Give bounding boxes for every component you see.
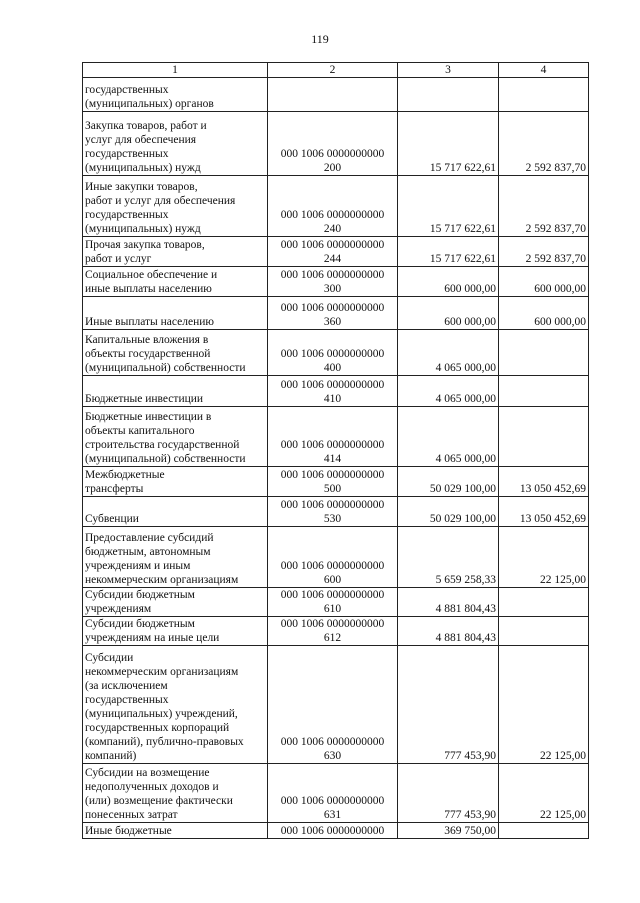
table-row [83,297,589,330]
row-value-3: 5 659 258,33 [398,527,499,588]
row-value-3: 600 000,00 [398,297,499,330]
table-row [83,467,589,497]
row-name: Бюджетные инвестиции в объекты капитального строительства государственной (муниципальной) собственности [83,407,268,467]
row-name: Иные бюджетные [83,823,268,839]
table-row [83,646,589,764]
row-code [268,78,398,112]
row-code: 000 1006 0000000000 631 [268,764,398,823]
table-row [83,376,589,407]
row-name: Межбюджетные трансферты [83,467,268,497]
row-value-4 [499,78,589,112]
row-code: 000 1006 0000000000 610 [268,588,398,617]
row-name: Субсидии бюджетным учреждениям [83,588,268,617]
row-name: Субсидии на возмещение недополученных доходов и (или) возмещение фактически понесенных затрат [83,764,268,823]
row-code: 000 1006 0000000000 612 [268,617,398,646]
row-code: 000 1006 0000000000 240 [268,176,398,237]
row-code: 000 1006 0000000000 244 [268,237,398,267]
row-code: 000 1006 0000000000 200 [268,112,398,176]
row-value-3 [398,78,499,112]
row-value-3: 15 717 622,61 [398,112,499,176]
row-code: 000 1006 0000000000 400 [268,330,398,376]
row-value-4 [499,617,589,646]
table-row [83,330,589,376]
row-value-3: 369 750,00 [398,823,499,839]
row-code: 000 1006 0000000000 [268,823,398,839]
row-code: 000 1006 0000000000 500 [268,467,398,497]
table-row [83,497,589,527]
row-value-4: 600 000,00 [499,297,589,330]
row-code: 000 1006 0000000000 600 [268,527,398,588]
row-value-4 [499,407,589,467]
column-header-3: 3 [398,63,499,78]
row-value-4: 2 592 837,70 [499,176,589,237]
column-header-4: 4 [499,63,589,78]
row-value-3: 4 065 000,00 [398,407,499,467]
row-value-3: 50 029 100,00 [398,497,499,527]
row-name: Социальное обеспечение и иные выплаты населению [83,267,268,297]
table-row [83,176,589,237]
table-row [83,112,589,176]
row-name: Капитальные вложения в объекты государственной (муниципальной) собственности [83,330,268,376]
row-name: Иные закупки товаров, работ и услуг для обеспечения государственных (муниципальных) нужд [83,176,268,237]
row-value-4 [499,376,589,407]
row-name: Субсидии некоммерческим организациям (за исключением государственных (муниципальных) учреждений, государственных корпораций (компаний), публично-правовых компаний) [83,646,268,764]
table-row [83,237,589,267]
row-name: Закупка товаров, работ и услуг для обеспечения государственных (муниципальных) нужд [83,112,268,176]
row-name: государственных (муниципальных) органов [83,78,268,112]
row-value-3: 777 453,90 [398,764,499,823]
row-value-4 [499,330,589,376]
row-code: 000 1006 0000000000 300 [268,267,398,297]
row-code: 000 1006 0000000000 410 [268,376,398,407]
row-code: 000 1006 0000000000 630 [268,646,398,764]
row-value-3: 15 717 622,61 [398,237,499,267]
header-row [83,63,589,78]
row-name: Субвенции [83,497,268,527]
table-row [83,823,589,839]
row-code: 000 1006 0000000000 414 [268,407,398,467]
row-code: 000 1006 0000000000 360 [268,297,398,330]
column-header-2: 2 [268,63,398,78]
row-name: Субсидии бюджетным учреждениям на иные цели [83,617,268,646]
row-name: Иные выплаты населению [83,297,268,330]
row-value-3: 4 065 000,00 [398,376,499,407]
row-value-3: 4 065 000,00 [398,330,499,376]
table-row [83,527,589,588]
table-row [83,407,589,467]
row-value-3: 50 029 100,00 [398,467,499,497]
row-name: Предоставление субсидий бюджетным, автономным учреждениям и иным некоммерческим организациям [83,527,268,588]
table-row [83,267,589,297]
table-row [83,588,589,617]
table-row [83,617,589,646]
row-value-3: 4 881 804,43 [398,617,499,646]
row-value-4: 13 050 452,69 [499,497,589,527]
row-name: Бюджетные инвестиции [83,376,268,407]
row-value-3: 600 000,00 [398,267,499,297]
row-value-4: 22 125,00 [499,646,589,764]
row-value-4 [499,823,589,839]
row-value-3: 4 881 804,43 [398,588,499,617]
row-value-4: 2 592 837,70 [499,237,589,267]
table-row [83,78,589,112]
budget-table [82,62,589,839]
row-value-3: 777 453,90 [398,646,499,764]
table-row [83,764,589,823]
row-value-4: 13 050 452,69 [499,467,589,497]
row-value-4: 2 592 837,70 [499,112,589,176]
row-code: 000 1006 0000000000 530 [268,497,398,527]
row-value-4: 600 000,00 [499,267,589,297]
row-value-3: 15 717 622,61 [398,176,499,237]
row-value-4: 22 125,00 [499,527,589,588]
column-header-1: 1 [83,63,268,78]
row-value-4: 22 125,00 [499,764,589,823]
page-number: 119 [311,32,329,46]
row-value-4 [499,588,589,617]
row-name: Прочая закупка товаров, работ и услуг [83,237,268,267]
